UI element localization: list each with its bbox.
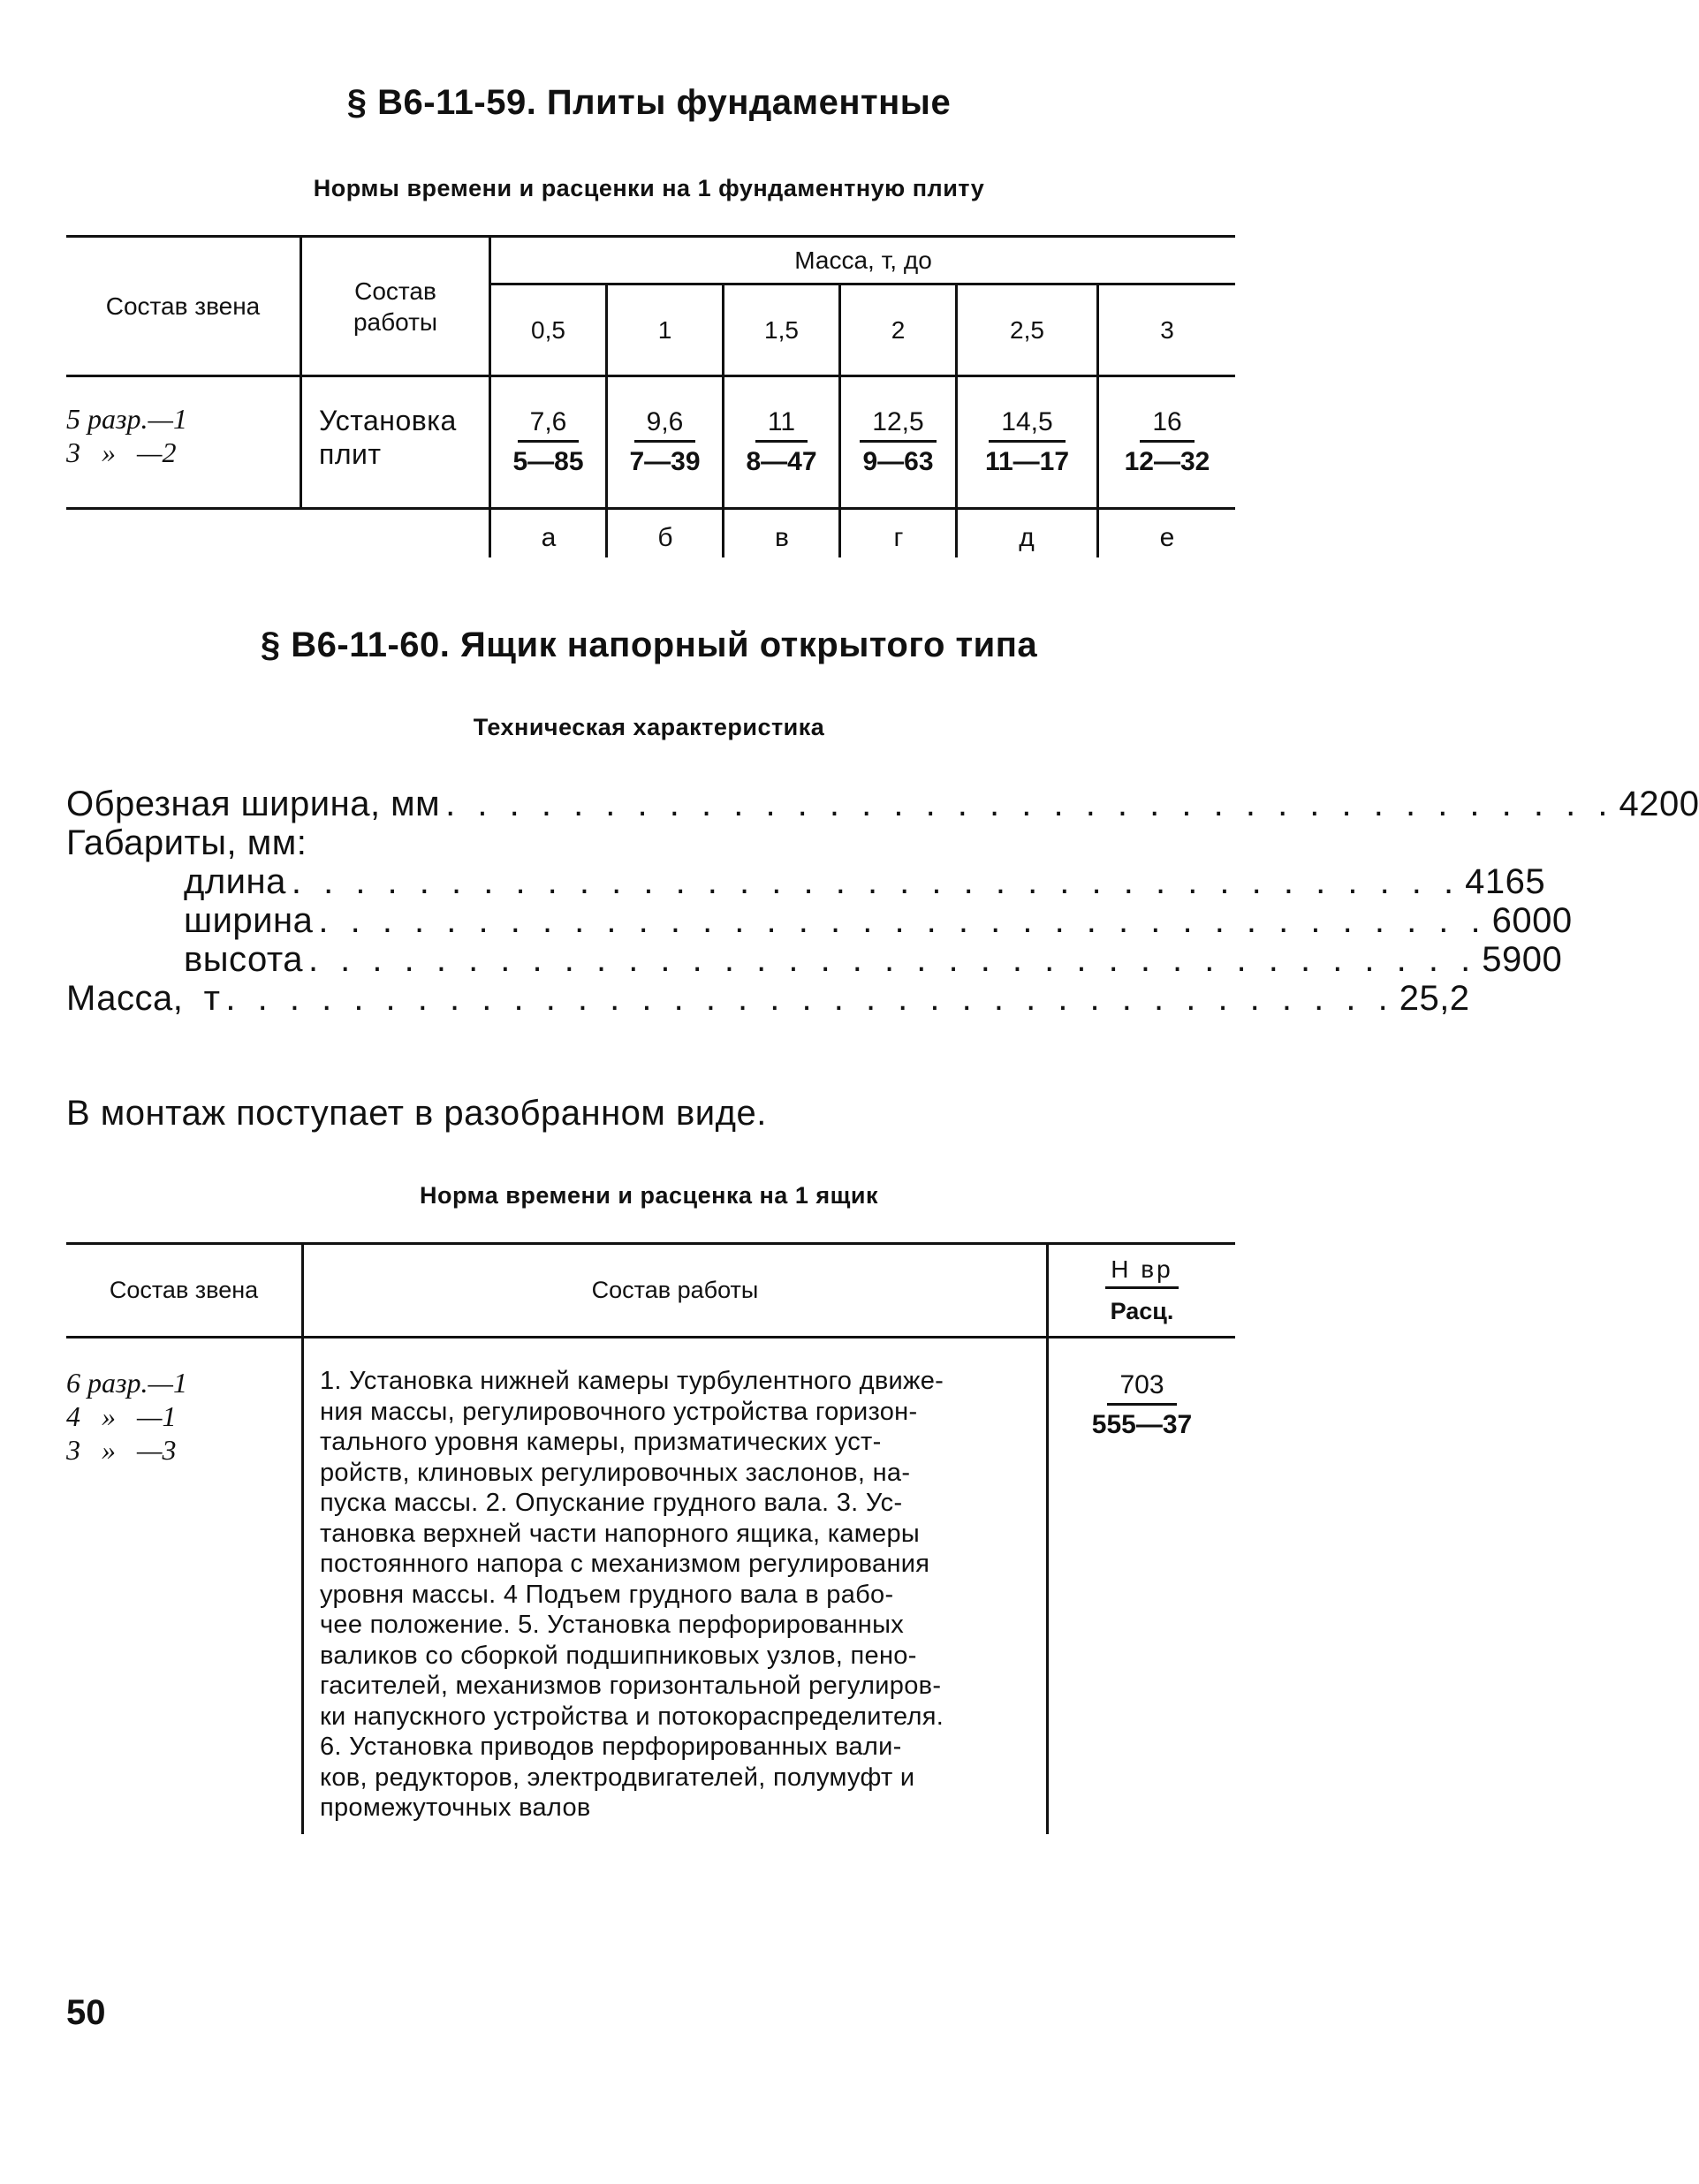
norm-rate: 5—85 bbox=[512, 446, 584, 476]
table1-header-rule bbox=[66, 375, 1235, 377]
norm-cell bbox=[608, 389, 722, 495]
norm-cell bbox=[958, 389, 1096, 495]
norm-rate: 9—63 bbox=[862, 446, 934, 476]
spec-value: 25,2 bbox=[1399, 979, 1470, 1018]
work-line: 1. Установка нижней камеры турбулентного движе- bbox=[320, 1367, 944, 1395]
spec-row bbox=[66, 785, 1699, 823]
norm-rate: 7—39 bbox=[629, 446, 701, 476]
col-header-norm bbox=[1049, 1245, 1235, 1336]
norm-time: 7,6 bbox=[518, 406, 580, 443]
work-line: ки напускного устройства и потокораспределителя. bbox=[320, 1702, 944, 1731]
spec-label: Масса, т bbox=[66, 979, 221, 1018]
col-header-crew: Состав звена bbox=[109, 1277, 259, 1303]
work-line: чее положение. 5. Установка перфорированных bbox=[320, 1611, 905, 1639]
leader-dots: . . . . . . . . . . . . . . . . . . . . . . . . . . . . . . . . . . . . . bbox=[318, 901, 1487, 940]
norm-time: 12,5 bbox=[860, 406, 936, 443]
column-letter: е bbox=[1159, 523, 1175, 552]
spec-row bbox=[184, 940, 1563, 979]
norm-time: 16 bbox=[1140, 406, 1194, 443]
work-line: постоянного напора с механизмом регулирования bbox=[320, 1550, 930, 1578]
spec-row bbox=[66, 823, 307, 862]
col-header-work: Состав работы bbox=[591, 1277, 759, 1303]
table2-header-rule bbox=[66, 1336, 1235, 1338]
table1-bottom-rule bbox=[66, 507, 1235, 510]
norm-rate: 12—32 bbox=[1124, 446, 1210, 476]
delivery-note: В монтаж поступает в разобранном виде. bbox=[66, 1094, 767, 1133]
col-header-work: Состав работы bbox=[353, 277, 438, 336]
spec-value: 4200 bbox=[1619, 785, 1699, 823]
norm-title: Норма времени и расценка на 1 ящик bbox=[420, 1182, 878, 1209]
crew-composition: 5 разр.—1 3 » —2 bbox=[66, 403, 187, 468]
norm-time: 14,5 bbox=[989, 406, 1065, 443]
column-letter: а bbox=[541, 523, 557, 552]
work-line: пуска массы. 2. Опускание грудного вала. 3. Ус- bbox=[320, 1489, 903, 1517]
spec-label: ширина bbox=[184, 901, 314, 940]
mass-value: 1,5 bbox=[764, 316, 799, 344]
norm-time: 9,6 bbox=[634, 406, 696, 443]
norm-cell bbox=[1099, 389, 1235, 495]
norm-cell bbox=[1049, 1361, 1235, 1449]
leader-dots: . . . . . . . . . . . . . . . . . . . . . . . . . . . . . . . . . . . . . bbox=[225, 979, 1394, 1018]
norm-time: 703 bbox=[1107, 1369, 1176, 1406]
page-number: 50 bbox=[66, 1993, 106, 2032]
spec-label: Обрезная ширина, мм bbox=[66, 785, 441, 823]
norm-rate: 555—37 bbox=[1091, 1409, 1193, 1439]
norm-cell bbox=[841, 389, 955, 495]
section1-title: § В6-11-59. Плиты фундаментные bbox=[346, 83, 952, 122]
spec-row bbox=[184, 901, 1573, 940]
section1-subtitle: Нормы времени и расценки на 1 фундаментную плиту bbox=[313, 175, 985, 201]
work-line: 6. Установка приводов перфорированных вали- bbox=[320, 1733, 902, 1761]
mass-value: 2 bbox=[891, 316, 906, 344]
work-line: валиков со сборкой подшипниковых узлов, пено- bbox=[320, 1641, 917, 1670]
work-line: гасителей, механизмов горизонтальной регулиров- bbox=[320, 1672, 942, 1700]
spec-value: 5900 bbox=[1482, 940, 1563, 979]
work-line: ков, редукторов, электродвигателей, полумуфт и bbox=[320, 1763, 915, 1792]
spec-label: Габариты, мм: bbox=[66, 823, 307, 862]
norm-time-label: Н вр bbox=[1105, 1255, 1178, 1289]
work-line: ройств, клиновых регулировочных заслонов, на- bbox=[320, 1458, 911, 1487]
mass-value: 0,5 bbox=[531, 316, 565, 344]
leader-dots: . . . . . . . . . . . . . . . . . . . . . . . . . . . . . . . . . . . . . bbox=[291, 862, 1460, 901]
leader-dots: . . . . . . . . . . . . . . . . . . . . . . . . . . . . . . . . . . . . . bbox=[307, 940, 1477, 979]
mass-value: 1 bbox=[657, 316, 672, 344]
mass-value: 3 bbox=[1160, 316, 1174, 344]
spec-value: 4165 bbox=[1465, 862, 1546, 901]
work-line: промежуточных валов bbox=[320, 1793, 591, 1822]
crew-composition: 6 разр.—1 4 » —1 3 » —3 bbox=[66, 1367, 187, 1466]
work-line: тального уровня камеры, призматических уст- bbox=[320, 1428, 882, 1456]
norm-rate: 8—47 bbox=[746, 446, 817, 476]
spec-label: высота bbox=[184, 940, 303, 979]
spec-value: 6000 bbox=[1491, 901, 1573, 940]
col-header-crew: Состав звена bbox=[105, 292, 261, 320]
work-description: Установка плит bbox=[319, 405, 457, 470]
norm-time: 11 bbox=[755, 406, 808, 443]
work-line: ния массы, регулировочного устройства горизон- bbox=[320, 1397, 918, 1426]
spec-row bbox=[66, 979, 1470, 1018]
work-line: тановка верхней части напорного ящика, камеры bbox=[320, 1519, 921, 1548]
col-header-mass: Масса, т, до bbox=[794, 246, 932, 274]
spec-label: длина bbox=[184, 862, 286, 901]
leader-dots: . . . . . . . . . . . . . . . . . . . . . . . . . . . . . . . . . . . . . bbox=[445, 785, 1614, 823]
work-line: уровня массы. 4 Подъем грудного вала в рабо- bbox=[320, 1580, 894, 1609]
norm-rate: 11—17 bbox=[984, 446, 1070, 476]
work-description bbox=[320, 1366, 1035, 1824]
norm-cell bbox=[724, 389, 838, 495]
mass-value: 2,5 bbox=[1010, 316, 1044, 344]
column-letter: д bbox=[1019, 523, 1035, 552]
column-letter: в bbox=[775, 523, 789, 552]
norm-cell bbox=[491, 389, 605, 495]
section2-title: § В6-11-60. Ящик напорный открытого типа bbox=[260, 626, 1038, 664]
spec-row bbox=[184, 862, 1546, 901]
norm-rate-label: Расц. bbox=[1110, 1298, 1174, 1324]
column-letter: б bbox=[657, 523, 673, 552]
section2-subtitle: Техническая характеристика bbox=[473, 714, 825, 740]
column-letter: г bbox=[893, 523, 904, 552]
